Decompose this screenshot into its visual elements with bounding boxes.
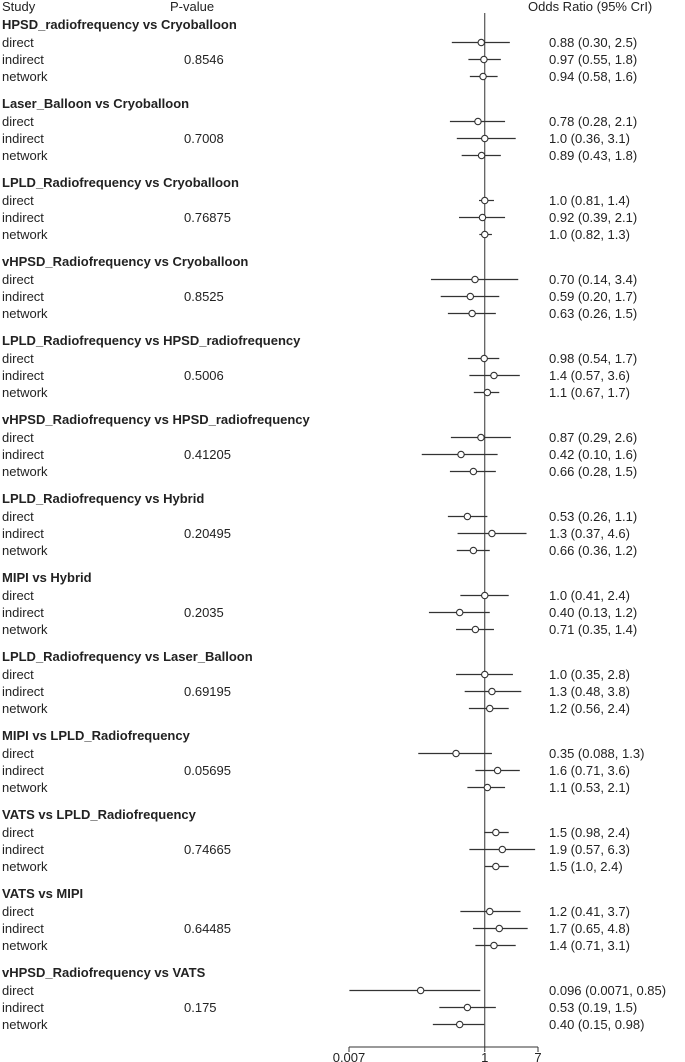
header-pvalue: P-value: [170, 0, 215, 14]
point-estimate: [493, 829, 499, 835]
comparison-label: network: [2, 859, 48, 874]
point-estimate: [453, 750, 459, 756]
point-estimate: [496, 925, 502, 931]
group-title: LPLD_Radiofrequency vs Hybrid: [2, 491, 205, 506]
odds-ratio-value: 1.5 (1.0, 2.4): [549, 859, 623, 874]
comparison-label: indirect: [2, 921, 44, 936]
comparison-label: indirect: [2, 763, 44, 778]
group-title: VATS vs LPLD_Radiofrequency: [2, 807, 196, 822]
comparison-label: indirect: [2, 210, 44, 225]
odds-ratio-value: 1.2 (0.41, 3.7): [549, 904, 630, 919]
point-estimate: [489, 530, 495, 536]
comparison-label: indirect: [2, 131, 44, 146]
comparison-label: indirect: [2, 1000, 44, 1015]
group-title: vHPSD_Radiofrequency vs HPSD_radiofrequency: [2, 412, 310, 427]
odds-ratio-value: 0.66 (0.36, 1.2): [549, 543, 638, 558]
comparison-label: indirect: [2, 447, 44, 462]
comparison-label: indirect: [2, 684, 44, 699]
point-estimate: [493, 863, 499, 869]
odds-ratio-value: 1.7 (0.65, 4.8): [549, 921, 630, 936]
comparison-label: direct: [2, 430, 34, 445]
odds-ratio-value: 1.9 (0.57, 6.3): [549, 842, 630, 857]
point-estimate: [480, 73, 486, 79]
point-estimate: [494, 767, 500, 773]
odds-ratio-value: 1.0 (0.36, 3.1): [549, 131, 630, 146]
odds-ratio-value: 1.1 (0.67, 1.7): [549, 385, 630, 400]
comparison-label: direct: [2, 351, 34, 366]
group-title: LPLD_Radiofrequency vs HPSD_radiofrequency: [2, 333, 301, 348]
header-study: Study: [2, 0, 36, 14]
odds-ratio-value: 1.3 (0.48, 3.8): [549, 684, 630, 699]
p-value: 0.69195: [184, 684, 231, 699]
p-value: 0.5006: [184, 368, 224, 383]
group-title: HPSD_radiofrequency vs Cryoballoon: [2, 17, 237, 32]
odds-ratio-value: 0.78 (0.28, 2.1): [549, 114, 638, 129]
point-estimate: [489, 688, 495, 694]
odds-ratio-value: 0.63 (0.26, 1.5): [549, 306, 638, 321]
odds-ratio-value: 1.4 (0.57, 3.6): [549, 368, 630, 383]
odds-ratio-value: 0.53 (0.19, 1.5): [549, 1000, 638, 1015]
point-estimate: [456, 1021, 462, 1027]
odds-ratio-value: 0.89 (0.43, 1.8): [549, 148, 638, 163]
point-estimate: [482, 197, 488, 203]
comparison-label: indirect: [2, 842, 44, 857]
point-estimate: [464, 1004, 470, 1010]
point-estimate: [470, 468, 476, 474]
odds-ratio-value: 1.0 (0.82, 1.3): [549, 227, 630, 242]
comparison-label: network: [2, 1017, 48, 1032]
comparison-label: direct: [2, 983, 34, 998]
point-estimate: [475, 118, 481, 124]
point-estimate: [482, 231, 488, 237]
comparison-label: network: [2, 780, 48, 795]
point-estimate: [487, 705, 493, 711]
point-estimate: [482, 592, 488, 598]
comparison-label: network: [2, 227, 48, 242]
odds-ratio-value: 0.87 (0.29, 2.6): [549, 430, 638, 445]
comparison-label: network: [2, 464, 48, 479]
odds-ratio-value: 0.66 (0.28, 1.5): [549, 464, 638, 479]
p-value: 0.74665: [184, 842, 231, 857]
odds-ratio-value: 1.2 (0.56, 2.4): [549, 701, 630, 716]
point-estimate: [499, 846, 505, 852]
comparison-label: network: [2, 701, 48, 716]
point-estimate: [491, 942, 497, 948]
group-title: MIPI vs Hybrid: [2, 570, 92, 585]
comparison-label: direct: [2, 509, 34, 524]
point-estimate: [478, 434, 484, 440]
group-title: vHPSD_Radiofrequency vs Cryoballoon: [2, 254, 249, 269]
point-estimate: [484, 389, 490, 395]
comparison-label: indirect: [2, 526, 44, 541]
comparison-label: direct: [2, 667, 34, 682]
odds-ratio-value: 1.0 (0.81, 1.4): [549, 193, 630, 208]
comparison-label: network: [2, 543, 48, 558]
point-estimate: [491, 372, 497, 378]
comparison-label: direct: [2, 35, 34, 50]
p-value: 0.2035: [184, 605, 224, 620]
point-estimate: [469, 310, 475, 316]
p-value: 0.64485: [184, 921, 231, 936]
x-tick-label: 0.007: [332, 1050, 366, 1062]
odds-ratio-value: 1.6 (0.71, 3.6): [549, 763, 630, 778]
p-value: 0.175: [184, 1000, 217, 1015]
point-estimate: [472, 626, 478, 632]
comparison-label: direct: [2, 825, 34, 840]
group-title: LPLD_Radiofrequency vs Laser_Balloon: [2, 649, 253, 664]
comparison-label: direct: [2, 272, 34, 287]
odds-ratio-value: 1.0 (0.35, 2.8): [549, 667, 630, 682]
comparison-label: network: [2, 148, 48, 163]
point-estimate: [479, 214, 485, 220]
odds-ratio-value: 0.40 (0.13, 1.2): [549, 605, 638, 620]
comparison-label: direct: [2, 904, 34, 919]
p-value: 0.20495: [184, 526, 231, 541]
p-value: 0.8525: [184, 289, 224, 304]
comparison-label: direct: [2, 193, 34, 208]
p-value: 0.8546: [184, 52, 224, 67]
x-tick-label: 1: [481, 1050, 489, 1062]
comparison-label: network: [2, 622, 48, 637]
odds-ratio-value: 0.71 (0.35, 1.4): [549, 622, 638, 637]
odds-ratio-value: 0.096 (0.0071, 0.85): [549, 983, 667, 998]
p-value: 0.76875: [184, 210, 231, 225]
comparison-label: network: [2, 69, 48, 84]
p-value: 0.41205: [184, 447, 231, 462]
group-title: vHPSD_Radiofrequency vs VATS: [2, 965, 206, 980]
point-estimate: [456, 609, 462, 615]
point-estimate: [484, 784, 490, 790]
point-estimate: [481, 355, 487, 361]
group-title: MIPI vs LPLD_Radiofrequency: [2, 728, 190, 743]
comparison-label: direct: [2, 746, 34, 761]
odds-ratio-value: 0.40 (0.15, 0.98): [549, 1017, 645, 1032]
point-estimate: [478, 39, 484, 45]
odds-ratio-value: 0.70 (0.14, 3.4): [549, 272, 638, 287]
comparison-label: network: [2, 938, 48, 953]
point-estimate: [467, 293, 473, 299]
point-estimate: [417, 987, 423, 993]
odds-ratio-value: 1.1 (0.53, 2.1): [549, 780, 630, 795]
odds-ratio-value: 0.35 (0.088, 1.3): [549, 746, 645, 761]
odds-ratio-value: 1.4 (0.71, 3.1): [549, 938, 630, 953]
point-estimate: [464, 513, 470, 519]
odds-ratio-value: 1.5 (0.98, 2.4): [549, 825, 630, 840]
odds-ratio-value: 0.59 (0.20, 1.7): [549, 289, 638, 304]
header-odds-ratio: Odds Ratio (95% CrI): [528, 0, 653, 14]
comparison-label: direct: [2, 588, 34, 603]
comparison-label: indirect: [2, 289, 44, 304]
comparison-label: indirect: [2, 605, 44, 620]
comparison-label: indirect: [2, 52, 44, 67]
comparison-label: network: [2, 306, 48, 321]
point-estimate: [482, 671, 488, 677]
point-estimate: [470, 547, 476, 553]
point-estimate: [472, 276, 478, 282]
odds-ratio-value: 0.94 (0.58, 1.6): [549, 69, 638, 84]
odds-ratio-value: 0.98 (0.54, 1.7): [549, 351, 638, 366]
odds-ratio-value: 0.92 (0.39, 2.1): [549, 210, 638, 225]
point-estimate: [478, 152, 484, 158]
x-tick-label: 7: [534, 1050, 542, 1062]
point-estimate: [487, 908, 493, 914]
comparison-label: network: [2, 385, 48, 400]
p-value: 0.7008: [184, 131, 224, 146]
odds-ratio-value: 0.42 (0.10, 1.6): [549, 447, 638, 462]
group-title: Laser_Balloon vs Cryoballoon: [2, 96, 190, 111]
point-estimate: [481, 56, 487, 62]
odds-ratio-value: 0.53 (0.26, 1.1): [549, 509, 638, 524]
group-title: LPLD_Radiofrequency vs Cryoballoon: [2, 175, 239, 190]
point-estimate: [482, 135, 488, 141]
odds-ratio-value: 0.88 (0.30, 2.5): [549, 35, 638, 50]
point-estimate: [458, 451, 464, 457]
p-value: 0.05695: [184, 763, 231, 778]
comparison-label: direct: [2, 114, 34, 129]
plot-body: [2, 13, 666, 1062]
odds-ratio-value: 1.0 (0.41, 2.4): [549, 588, 630, 603]
odds-ratio-value: 1.3 (0.37, 4.6): [549, 526, 630, 541]
group-title: VATS vs MIPI: [2, 886, 84, 901]
odds-ratio-value: 0.97 (0.55, 1.8): [549, 52, 638, 67]
comparison-label: indirect: [2, 368, 44, 383]
